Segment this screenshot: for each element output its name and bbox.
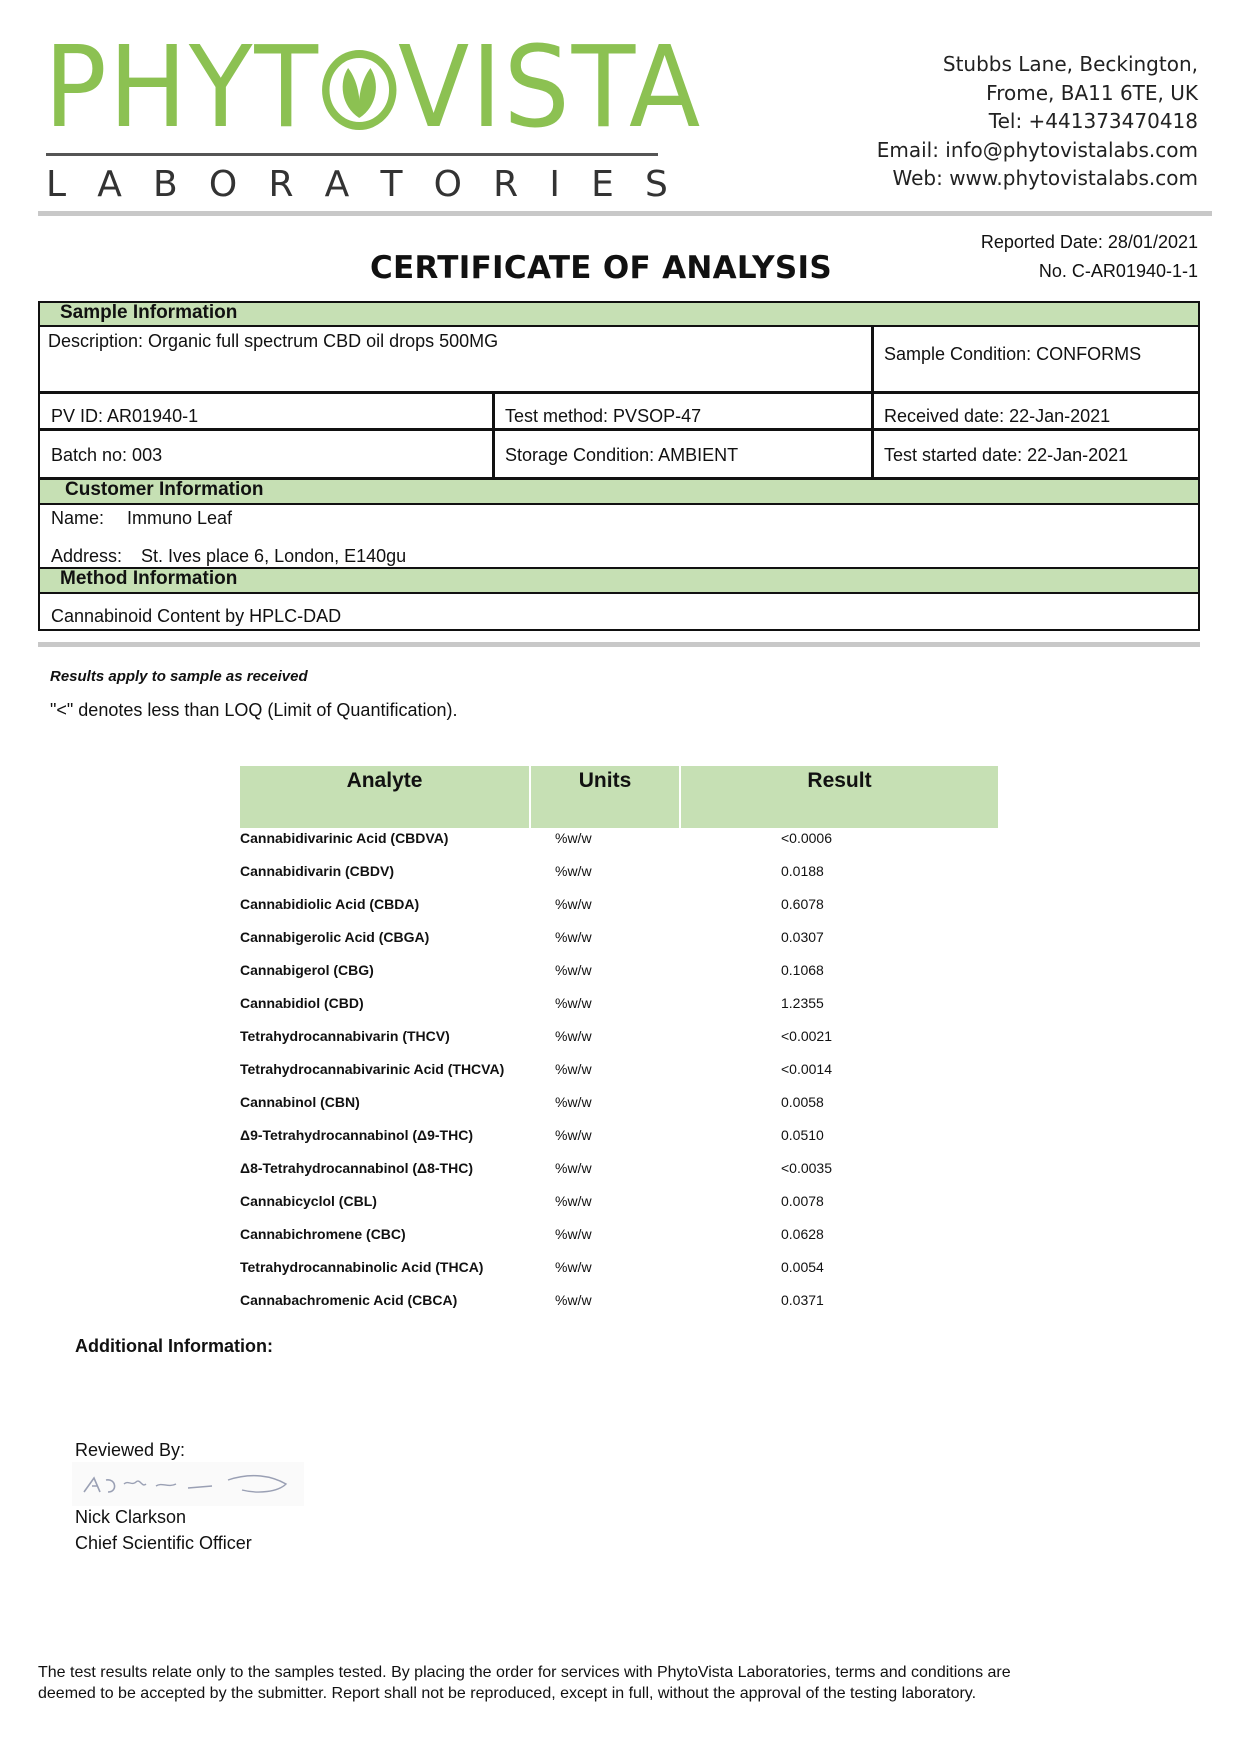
customer-name-label: Name: [51, 508, 105, 528]
analyte-result: 0.0628 [781, 1226, 824, 1242]
analyte-units: %w/w [555, 995, 592, 1011]
analyte-result: <0.0035 [781, 1160, 832, 1176]
analyte-result: 0.0058 [781, 1094, 824, 1110]
subtitle-letter: B [153, 164, 178, 205]
analyte-units: %w/w [555, 1259, 592, 1275]
table-row [240, 1193, 1000, 1226]
table-row [240, 929, 1000, 962]
analyte-name: Cannabidivarin (CBDV) [240, 863, 395, 879]
col-header-result [681, 766, 998, 828]
analyte-name: Cannabinol (CBN) [240, 1094, 360, 1110]
customer-info-heading-text: Customer Information [65, 479, 264, 500]
table-row [240, 830, 1000, 863]
col-header-result-text: Result [807, 769, 872, 792]
analyte-name: Cannabachromenic Acid (CBCA) [240, 1292, 458, 1308]
table-row [240, 896, 1000, 929]
lab-address [818, 50, 1198, 193]
customer-info-heading [38, 478, 1200, 505]
brand-logo [44, 23, 703, 153]
reported-date: Reported Date: 28/01/2021 [980, 232, 1198, 252]
storage-condition: Storage Condition: AMBIENT [505, 445, 739, 465]
address-tel: Tel: +441373470418 [988, 109, 1198, 133]
sample-info-heading [38, 301, 1200, 327]
logo-divider [46, 153, 658, 156]
subtitle-letter: I [549, 164, 560, 205]
analyte-units: %w/w [555, 1028, 592, 1044]
analyte-units: %w/w [555, 1094, 592, 1110]
subtitle-letter: E [591, 164, 614, 205]
analyte-name: Tetrahydrocannabivarinic Acid (THCVA) [240, 1061, 505, 1077]
address-web: Web: www.phytovistalabs.com [892, 166, 1198, 190]
reviewer-role: Chief Scientific Officer [75, 1533, 252, 1553]
address-line1: Stubbs Lane, Beckington, [942, 52, 1198, 76]
sample-info-heading-text: Sample Information [60, 302, 238, 323]
analyte-result: 0.0510 [781, 1127, 824, 1143]
analyte-result: 0.6078 [781, 896, 824, 912]
customer-name: Immuno Leaf [127, 508, 233, 528]
grid-separator [38, 428, 1200, 431]
analyte-name: Tetrahydrocannabinolic Acid (THCA) [240, 1259, 484, 1275]
sample-condition: Sample Condition: CONFORMS [884, 344, 1142, 364]
header-divider [38, 211, 1212, 216]
table-row [240, 1094, 1000, 1127]
analyte-units: %w/w [555, 1127, 592, 1143]
report-meta [981, 228, 1198, 286]
brand-name-part1: PHYT [44, 23, 320, 153]
analyte-result: 0.1068 [781, 962, 824, 978]
subtitle-letter: O [208, 164, 238, 205]
grid-separator [38, 391, 1200, 394]
analyte-result: 0.0078 [781, 1193, 824, 1209]
subtitle-letter: S [645, 164, 668, 205]
analyte-result: <0.0014 [781, 1061, 832, 1077]
analyte-name: Δ8-Tetrahydrocannabinol (Δ8-THC) [240, 1160, 473, 1176]
analyte-result: 0.0371 [781, 1292, 824, 1308]
analyte-result: 0.0054 [781, 1259, 824, 1275]
report-number: No. C-AR01940-1-1 [1038, 261, 1198, 281]
table-row [240, 1127, 1000, 1160]
analyte-units: %w/w [555, 929, 592, 945]
analyte-units: %w/w [555, 962, 592, 978]
col-header-analyte-text: Analyte [346, 769, 423, 792]
subtitle-letter: A [324, 164, 350, 205]
subtitle-letter: R [268, 164, 294, 205]
received-date: Received date: 22-Jan-2021 [884, 406, 1111, 426]
leaf-o-icon [320, 38, 398, 138]
analyte-name: Δ9-Tetrahydrocannabinol (Δ9-THC) [240, 1127, 473, 1143]
subtitle-letter: R [493, 164, 519, 205]
table-row [240, 1226, 1000, 1259]
additional-info-heading: Additional Information: [75, 1336, 273, 1356]
col-header-units-text: Units [578, 769, 632, 792]
subtitle-letter: A [97, 164, 122, 205]
results-note: Results apply to sample as received [50, 668, 308, 685]
col-header-analyte [240, 766, 529, 828]
brand-subtitle [46, 162, 668, 208]
analyte-units: %w/w [555, 863, 592, 879]
batch-no: Batch no: 003 [51, 445, 163, 465]
test-started-date: Test started date: 22-Jan-2021 [884, 445, 1129, 465]
analyte-result: <0.0006 [781, 830, 832, 846]
sample-description: Description: Organic full spectrum CBD oil drops 500MG [48, 331, 499, 351]
analyte-name: Cannabidiolic Acid (CBDA) [240, 896, 420, 912]
analyte-units: %w/w [555, 1226, 592, 1242]
subtitle-letter: L [46, 164, 67, 205]
table-row [240, 995, 1000, 1028]
footer-line2: deemed to be accepted by the submitter. Report shall not be reproduced, except in full, without the approval of the testing laboratory. [38, 1685, 977, 1702]
footer-line1: The test results relate only to the samples tested. By placing the order for services with PhytoVista Laboratories, terms and conditions are [38, 1664, 1011, 1681]
grid-separator [492, 391, 495, 479]
method-info-heading-text: Method Information [60, 568, 238, 589]
table-row [240, 1259, 1000, 1292]
test-method: Test method: PVSOP-47 [505, 406, 702, 426]
address-line2: Frome, BA11 6TE, UK [986, 80, 1198, 105]
analyte-name: Tetrahydrocannabivarin (THCV) [240, 1028, 450, 1044]
page-title: CERTIFICATE OF ANALYSIS [370, 250, 832, 286]
analyte-result: 0.0188 [781, 863, 824, 879]
analyte-name: Cannabigerolic Acid (CBGA) [240, 929, 430, 945]
footer-disclaimer [38, 1662, 1158, 1704]
address-email: Email: info@phytovistalabs.com [876, 137, 1198, 162]
signature-image [72, 1462, 304, 1506]
analyte-result: 0.0307 [781, 929, 824, 945]
customer-address: St. Ives place 6, London, E140gu [141, 546, 407, 566]
analyte-name: Cannabichromene (CBC) [240, 1226, 406, 1242]
analyte-name: Cannabigerol (CBG) [240, 962, 374, 978]
col-header-units [531, 766, 679, 828]
table-row [240, 1292, 1000, 1325]
pv-id: PV ID: AR01940-1 [51, 406, 199, 426]
analyte-units: %w/w [555, 1061, 592, 1077]
subtitle-letter: T [380, 164, 403, 205]
analyte-result: <0.0021 [781, 1028, 832, 1044]
analyte-units: %w/w [555, 896, 592, 912]
method-value: Cannabinoid Content by HPLC-DAD [51, 606, 342, 626]
analyte-units: %w/w [555, 1292, 592, 1308]
table-row [240, 863, 1000, 896]
grid-separator [871, 325, 874, 479]
analyte-units: %w/w [555, 1193, 592, 1209]
brand-name-part2: VISTA [397, 23, 703, 153]
loq-note: "<" denotes less than LOQ (Limit of Quantification). [50, 700, 458, 720]
table-row [240, 1061, 1000, 1094]
reviewer [75, 1504, 252, 1556]
table-row [240, 962, 1000, 995]
subtitle-letter: O [433, 164, 462, 205]
table-row [240, 1160, 1000, 1193]
section-divider [38, 642, 1200, 647]
analyte-name: Cannabicyclol (CBL) [240, 1193, 377, 1209]
reviewer-name: Nick Clarkson [75, 1507, 187, 1527]
analyte-name: Cannabidiol (CBD) [240, 995, 364, 1011]
analyte-name: Cannabidivarinic Acid (CBDVA) [240, 830, 449, 846]
analyte-units: %w/w [555, 830, 592, 846]
analyte-units: %w/w [555, 1160, 592, 1176]
method-info-heading [38, 567, 1200, 594]
analyte-result: 1.2355 [781, 995, 824, 1011]
table-row [240, 1028, 1000, 1061]
reviewed-by-label: Reviewed By: [75, 1440, 186, 1460]
customer-address-label: Address: [51, 546, 123, 566]
